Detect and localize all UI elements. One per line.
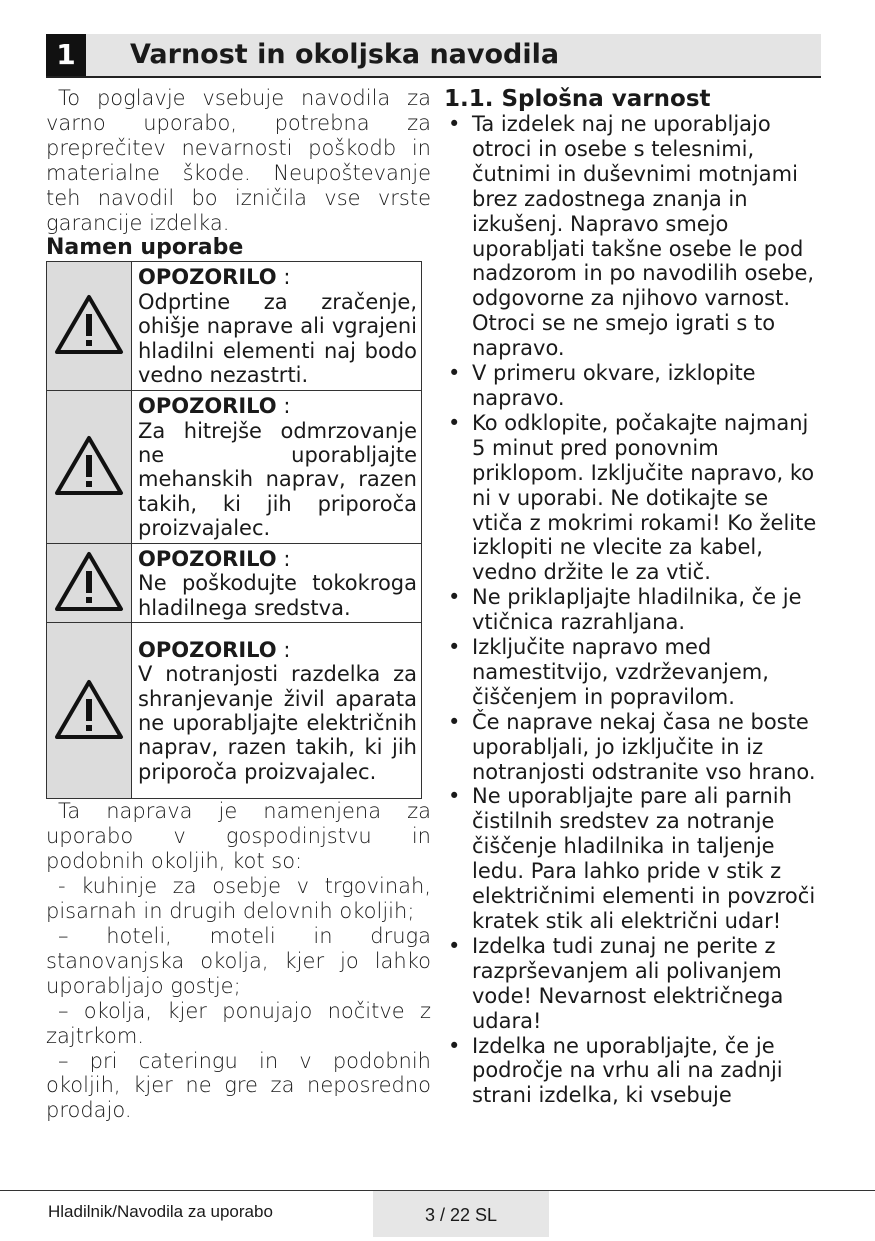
list-item bbox=[444, 361, 824, 411]
warning-separator: : bbox=[283, 637, 291, 662]
section-title: 1.1. Splošna varnost bbox=[444, 86, 711, 112]
page-number: 3 / 22 SL bbox=[373, 1191, 549, 1237]
safety-list bbox=[444, 112, 824, 1108]
warning-text bbox=[132, 262, 422, 391]
chapter-number: 1 bbox=[46, 34, 86, 76]
warning-triangle-icon bbox=[53, 549, 125, 613]
list-item-text: Ko odklopite, počakajte najmanj 5 minut pred ponovnim priklopom. Izključite napravo, ko ni v uporabi. Ne dotikajte se vtiča z mokrimi rokami! Ko želite izklopiti ne vlecite za kabel, vedno držite le za vtič. bbox=[472, 410, 817, 585]
purpose-heading: Namen uporabe bbox=[46, 235, 244, 261]
list-item-text: Izdelka tudi zunaj ne perite z razprševanjem ali polivanjem vode! Nevarnost električnega udara! bbox=[472, 933, 784, 1033]
bullet-icon: • bbox=[448, 1033, 461, 1058]
bullet-icon: • bbox=[448, 709, 461, 734]
warning-text bbox=[132, 623, 422, 799]
bullet-icon: • bbox=[448, 635, 461, 660]
usage-item: – pri cateringu in v podobnih okoljih, kjer ne gre za neposredno prodajo. bbox=[46, 1048, 431, 1123]
usage-intro: Ta naprava je namenjena za uporabo v gospodinjstvu in podobnih okoljih, kot so: bbox=[46, 799, 431, 874]
list-item bbox=[444, 710, 824, 785]
warning-separator: : bbox=[283, 546, 291, 571]
warning-text bbox=[132, 544, 422, 623]
left-column bbox=[46, 86, 431, 1123]
warning-icon-cell bbox=[47, 262, 132, 391]
warning-separator: : bbox=[283, 265, 291, 290]
warning-row bbox=[47, 262, 422, 391]
intro-paragraph: To poglavje vsebuje navodila za varno uporabo, potrebna za preprečitev nevarnosti poškodb in materialne škode. Neupoštevanje teh navodil bo izničila vse vrste garancije izdelka. bbox=[46, 86, 431, 235]
warnings-table bbox=[46, 261, 422, 799]
bullet-icon: • bbox=[448, 112, 461, 136]
list-item bbox=[444, 934, 824, 1034]
warning-triangle-icon bbox=[53, 677, 125, 741]
bullet-icon: • bbox=[448, 585, 461, 610]
warning-icon-cell bbox=[47, 623, 132, 799]
bullet-icon: • bbox=[448, 784, 461, 809]
list-item-text: Ta izdelek naj ne uporabljajo otroci in osebe s telesnimi, čutnimi in duševnimi motnjami brez zadostnega znanja in izkušenj. Napravo smejo uporabljati takšne osebe le pod nadzorom in po navodilih osebe, odgovorne za njihovo varnost. Otroci se ne smejo igrati s to napravo. bbox=[472, 112, 815, 361]
warning-label: OPOZORILO bbox=[138, 546, 277, 571]
warning-label: OPOZORILO bbox=[138, 265, 277, 290]
list-item-text: Ne uporabljajte pare ali parnih čistilnih sredstev za notranje čiščenje hladilnika in taljenje ledu. Para lahko pride v stik z električnimi elementi in povzroči kratek stik ali električni udar! bbox=[472, 784, 816, 933]
warning-body: V notranjosti razdelka za shranjevanje živil aparata ne uporabljajte električnih naprav, razen takih, ki jih priporoča proizvajalec. bbox=[138, 662, 417, 784]
bullet-icon: • bbox=[448, 361, 461, 386]
list-item bbox=[444, 784, 824, 933]
usage-item: – hoteli, moteli in druga stanovanjska okolja, kjer jo lahko uporabljajo gostje; bbox=[46, 923, 431, 998]
bullet-icon: • bbox=[448, 410, 461, 435]
list-item bbox=[444, 1034, 824, 1109]
list-item-text: V primeru okvare, izklopite napravo. bbox=[472, 361, 756, 410]
warning-row bbox=[47, 623, 422, 799]
warning-label: OPOZORILO bbox=[138, 637, 277, 662]
list-item bbox=[444, 411, 824, 585]
warning-row bbox=[47, 544, 422, 623]
warning-body: Ne poškodujte tokokroga hladilnega sredstva. bbox=[138, 571, 417, 620]
chapter-header bbox=[46, 34, 821, 78]
footer-doc-title: Hladilnik/Navodila za uporabo bbox=[48, 1202, 273, 1221]
usage-item: - kuhinje za osebje v trgovinah, pisarnah in drugih delovnih okoljih; bbox=[46, 874, 431, 924]
list-item-text: Če naprave nekaj časa ne boste uporabljali, jo izključite in iz notranjosti odstranite vso hrano. bbox=[472, 709, 816, 784]
list-item bbox=[444, 635, 824, 710]
right-column bbox=[444, 86, 824, 1108]
warning-triangle-icon bbox=[53, 292, 125, 356]
usage-item: – okolja, kjer ponujajo nočitve z zajtrkom. bbox=[46, 998, 431, 1048]
list-item bbox=[444, 585, 824, 635]
warning-icon-cell bbox=[47, 391, 132, 544]
list-item-text: Izdelka ne uporabljajte, če je področje na vrhu ali na zadnji strani izdelka, ki vsebuje bbox=[472, 1033, 783, 1108]
list-item-text: Ne priklapljajte hladilnika, če je vtičnica razrahljana. bbox=[472, 585, 802, 635]
warning-icon-cell bbox=[47, 544, 132, 623]
warning-triangle-icon bbox=[53, 433, 125, 497]
warning-text bbox=[132, 391, 422, 544]
warning-label: OPOZORILO bbox=[138, 394, 277, 419]
list-item bbox=[444, 112, 824, 361]
list-item-text: Izključite napravo med namestitvijo, vzdrževanjem, čiščenjem in popravilom. bbox=[472, 635, 769, 709]
warning-row bbox=[47, 391, 422, 544]
chapter-title: Varnost in okoljska navodila bbox=[130, 39, 560, 70]
warning-separator: : bbox=[283, 394, 291, 419]
warning-body: Za hitrejše odmrzovanje ne uporabljajte mehanskih naprav, razen takih, ki jih priporoča proizvajalec. bbox=[138, 418, 417, 541]
warning-body: Odprtine za zračenje, ohišje naprave ali vgrajeni hladilni elementi naj bodo vedno nezastrti. bbox=[138, 289, 417, 388]
bullet-icon: • bbox=[448, 933, 461, 958]
